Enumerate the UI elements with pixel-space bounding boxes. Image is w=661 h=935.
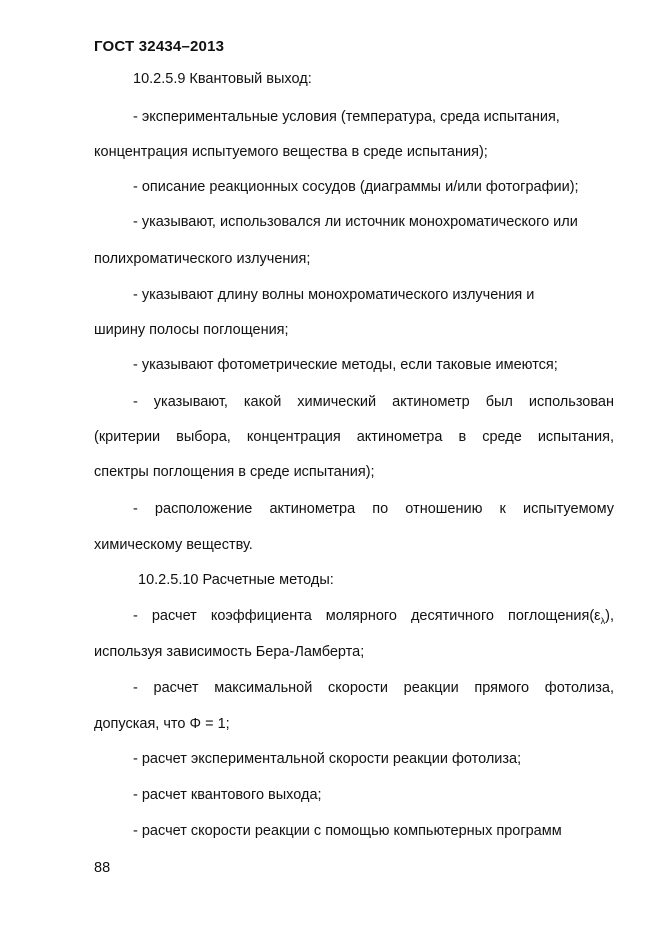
text-line: полихроматического излучения; [94,251,311,267]
text-line: допуская, что Φ = 1; [94,716,230,732]
text-line: - указывают, какой химический актинометр был использован [133,394,614,410]
text-line: концентрация испытуемого вещества в среде испытания); [94,144,488,160]
text-line: - указывают фотометрические методы, если таковые имеются; [133,357,558,373]
text-line: спектры поглощения в среде испытания); [94,464,375,480]
text-line: химическому веществу. [94,537,253,553]
text-line: - расчет максимальной скорости реакции прямого фотолиза, [133,680,614,696]
text-line: - экспериментальные условия (температура, среда испытания, [133,109,560,125]
section-heading: 10.2.5.10 Расчетные методы: [138,572,334,588]
text-line: используя зависимость Бера-Ламберта; [94,644,365,660]
document-header: ГОСТ 32434–2013 [94,38,225,55]
subscript: λ [600,615,606,626]
page-number: 88 [94,860,111,876]
text-line [133,607,614,630]
text-line: - расчет скорости реакции с помощью компьютерных программ [133,823,562,839]
text-span: ), [605,608,614,624]
text-line: - указывают, использовался ли источник монохроматического или [133,214,578,230]
text-line: ширину полосы поглощения; [94,322,289,338]
text-line: - расчет экспериментальной скорости реакции фотолиза; [133,751,522,767]
text-line: - расчет квантового выхода; [133,787,322,803]
section-heading: 10.2.5.9 Квантовый выход: [133,71,312,87]
text-line: - расположение актинометра по отношению к испытуемому [133,501,614,517]
text-line: - описание реакционных сосудов (диаграммы и/или фотографии); [133,179,579,195]
text-span: - расчет коэффициента молярного десятичного поглощения(ε [133,608,601,624]
text-line: - указывают длину волны монохроматического излучения и [133,287,535,303]
text-line: (критерии выбора, концентрация актинометра в среде испытания, [94,429,614,445]
